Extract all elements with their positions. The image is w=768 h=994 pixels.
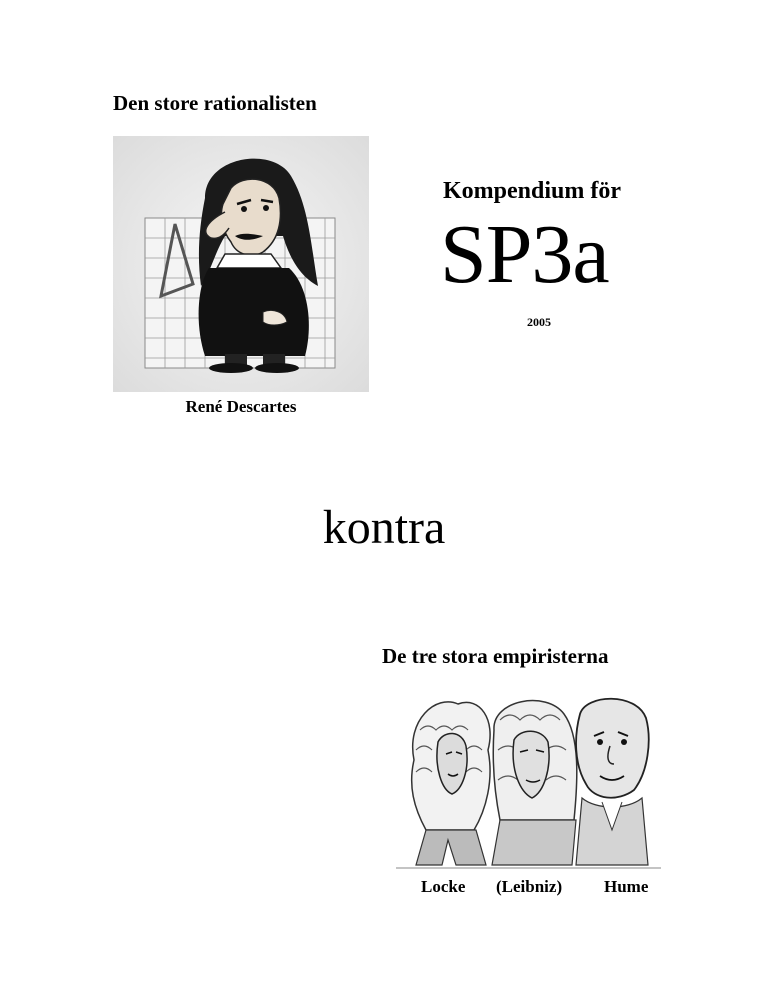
kontra-word: kontra — [322, 501, 446, 554]
descartes-caricature-image — [113, 136, 369, 392]
empiricists-heading: De tre stora empiristerna — [382, 644, 609, 668]
leibniz-figure — [492, 701, 577, 865]
empiricists-illustration — [396, 690, 661, 875]
empiricists-caricature-image — [396, 690, 661, 875]
descartes-caption: René Descartes — [185, 397, 297, 416]
leibniz-caption: (Leibniz) — [496, 877, 563, 896]
year-label: 2005 — [527, 315, 551, 329]
locke-figure — [412, 702, 490, 865]
descartes-illustration — [113, 136, 369, 392]
hume-figure — [576, 699, 649, 865]
course-code: SP3a — [440, 208, 609, 301]
hume-caption: Hume — [604, 877, 649, 896]
rationalist-heading: Den store rationalisten — [113, 91, 317, 115]
kompendium-label: Kompendium för — [443, 178, 622, 204]
locke-caption: Locke — [421, 877, 466, 896]
